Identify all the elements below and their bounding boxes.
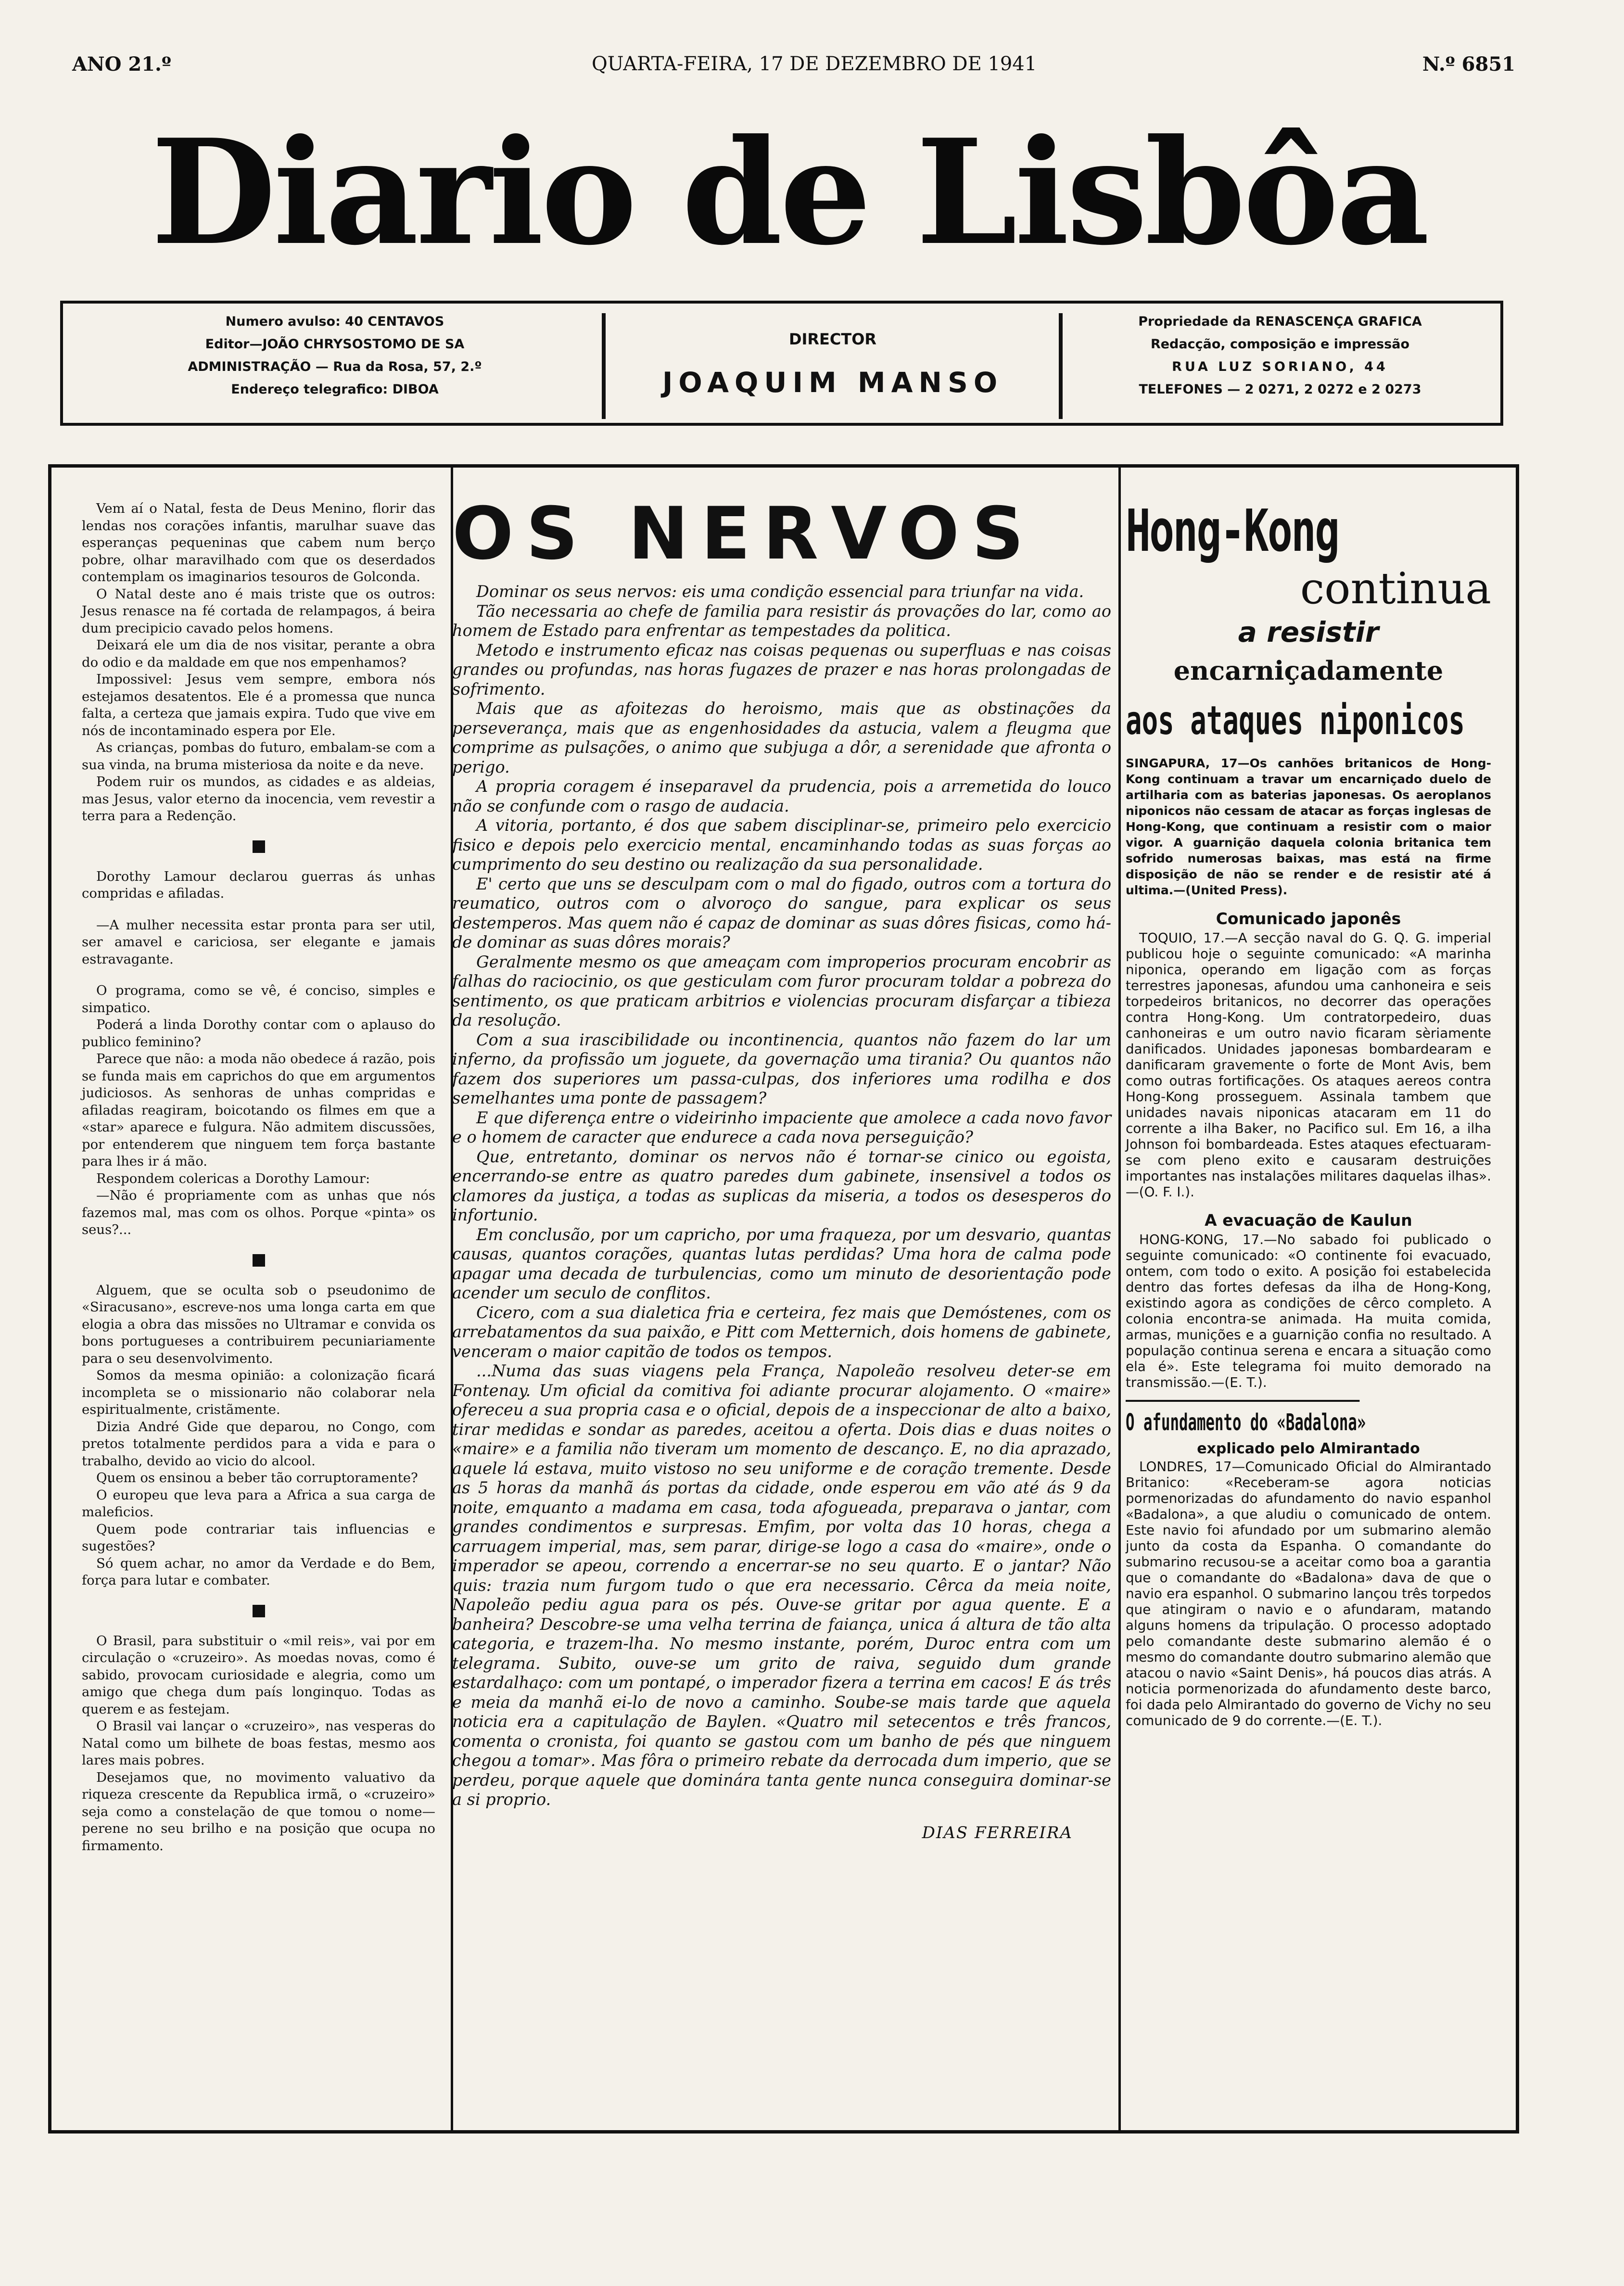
director-name: JOAQUIM MANSO [662, 366, 1003, 399]
section-separator [253, 1605, 265, 1617]
news-lead: SINGAPURA, 17—Os canhões britanicos de Hong-Kong continuam a travar um encarniçado duelo de artilharia com as baterias japonesas. Os aeroplanos niponicos não cessam de atacar as forças inglesas de Hong-Kong, que continuam a resistir com o maior vigor. A guarnição daquela colonia britanica tem sofrido numerosas baixas, mas está na firme disposição de não se render e de resistir até á ultima.—(United Press). [1126, 756, 1491, 897]
address-line: RUA LUZ SORIANO, 44 [1172, 359, 1388, 374]
editorial-line: Redacção, composição e impressão [1150, 337, 1410, 352]
news-title-line: aos ataques niponicos [1126, 698, 1465, 744]
paragraph: ...Numa das suas viagens pela França, Napoleão resolveu deter-se em Fontenay. Um oficial da comitiva foi adiante procurar alojamento. O «maire» ofereceu a sua propria casa e o oficial, depois de a inspeccionar de alto a baixo, tirar medidas e sondar as paredes, aceitou a oferta. Dois dias e duas noites o «maire» e a familia não tiveram um momento de descanço. E, no dia aprazado, aquele lá estava, muito vistoso no seu uniforme e de coração tremente. Desde as 5 horas da manhã ás portas da cidade, onde esperou em vão até ás 9 da noite, emquanto a madama em casa, toda afogueada, preparava o jantar, com grandes condimentos e surpresas. Emfim, por volta das 10 horas, chega a carruagem imperial, mas, sem parar, dirige-se logo a casa do «maire», onde o imperador se apeou, correndo a encerrar-se no seu quarto. E o jantar? Não quis: trazia num furgom tudo o que era necessario. Cêrca da meia noite, Napoleão pediu agua para os pés. Ouve-se gritar por agua quente. E a banheira? Descobre-se uma velha terrina de faiança, unica á altura de tão alta categoria, e trazem-lha. No mesmo instante, porém, Duroc entra com um telegrama. Subito, ouve-se um grito de raiva, seguido dum grande estardalhaço: com um pontapé, o imperador fizera a terrina em cacos! E ás três e meia da manhã ei-lo de novo a caminho. Soube-se mais tarde que aquela noticia era a capitulação de Baylen. «Quatro mil setecentos e três francos, comenta o cronista, foi quanto se gastou com um banho de pés que ninguem chegou a tomar». Mas fôra o primeiro rebate da derrocada dum imperio, que se perdeu, porque aquele que dominára tanta gente nunca conseguira dominar-se a si proprio. [452, 1361, 1111, 1809]
paragraph: As crianças, pombas do futuro, embalam-se com a sua vinda, na bruma misteriosa da noite e da neve. [82, 740, 435, 773]
paragraph: Podem ruir os mundos, as cidades e as aldeias, mas Jesus, valor eterno da inocencia, vem revestir a terra para a Redenção. [82, 774, 435, 824]
info-divider [1059, 313, 1063, 419]
news-title-line: a resistir [1238, 616, 1379, 648]
paragraph: Metodo e instrumento eficaz nas coisas pequenas ou superfluas e nas coisas grandes ou profundas, nas horas fugazes de prazer e nas horas prolongadas de sofrimento. [452, 640, 1111, 698]
news-subheading: A evacuação de Kaulun [1205, 1211, 1412, 1230]
paragraph: Quem os ensinou a beber tão corruptoramente? [96, 1470, 418, 1486]
paragraph: E' certo que uns se desculpam com o mal do figado, outros com a tortura do reumatico, outros com o alvoroço do sangue, para explicar os seus destemperos. Mas quem não é capaz de dominar as suas dôres fisicas, como há-de dominar as suas dôres morais? [452, 874, 1111, 952]
paragraph: Dizia André Gide que deparou, no Congo, com pretos totalmente perdidos para a vida e para o trabalho, devido ao vicio do alcool. [82, 1419, 435, 1469]
article-headline: OS NERVOS [452, 492, 1037, 576]
paragraph: Alguem, que se oculta sob o pseudonimo de «Siracusano», escreve-nos uma longa carta em que elogia a obra das missões no Ultramar e convida os bons portugueses a contribuirem pecuniariamente para o seu desenvolvimento. [82, 1282, 435, 1366]
paragraph: Quem pode contrariar tais influencias e sugestões? [82, 1521, 435, 1554]
paragraph: Vem aí o Natal, festa de Deus Menino, florir das lendas nos corações infantis, marulhar suave das esperanças pequeninas que cabem num berço pobre, olhar maravilhado com que os deserdados contemplam os imaginarios tesouros de Golconda. [82, 501, 435, 584]
news-paragraph: HONG-KONG, 17.—No sabado foi publicado o seguinte comunicado: «O continente foi evacuado, ontem, com todo o exito. A posição foi estabelecida dentro das fortes defesas da ilha de Hong-Kong, existindo agora as condições de cêrco completo. A colonia encontra-se animada. Ha muita comida, armas, munições e a guarnição confia no resultado. A população continua serena e encara a situação como ela é». Este telegrama foi muito demorado na transmissão.—(E. T.). [1126, 1232, 1491, 1390]
paragraph: Geralmente mesmo os que ameaçam com improperios procuram encobrir as falhas do raciocinio, os que gesticulam com furor procuram toldar a pobreza do sentimento, os que praticam arbitrios e violencias procuram disfarçar a tibieza da resolução. [452, 952, 1111, 1029]
paragraph: Tão necessaria ao chefe de familia para resistir ás provações do lar, como ao homem de Estado para enfrentar as tempestades da politica. [452, 601, 1111, 640]
top-row [72, 48, 1515, 87]
paragraph: Parece que não: a moda não obedece á razão, pois se funda mais em caprichos do que em argumentos judiciosos. As senhoras de unhas compridas e afiladas reagiram, boicotando os filmes em que a «star» aparece e fulgura. Não admitem discussões, por entenderem que ninguem tem força bastante para lhes ir á mão. [82, 1051, 435, 1169]
info-center [611, 310, 1054, 421]
column-rule [1118, 468, 1121, 2130]
article-body [452, 582, 1111, 1810]
news-title-line: continua [1300, 563, 1491, 614]
issue-year: ANO 21.º [72, 53, 171, 76]
paragraph: Respondem colericas a Dorothy Lamour: [96, 1170, 370, 1186]
paragraph: Só quem achar, no amor da Verdade e do Bem, força para lutar e combater. [82, 1555, 435, 1588]
paragraph: Que, entretanto, dominar os nervos não é tornar-se cinico ou egoista, encerrando-se entre as quatro paredes dum gabinete, insensivel a todos os clamores da justiça, a todas as suplicas da miseria, a todos os desesperos do infortunio. [452, 1147, 1111, 1224]
administration-line: ADMINISTRAÇÃO — Rua da Rosa, 57, 2.º [188, 359, 482, 374]
director-label: DIRECTOR [788, 330, 877, 348]
right-column [1126, 495, 1491, 2131]
paragraph: —A mulher necessita estar pronta para ser util, ser amavel e cariciosa, ser elegante e jamais estravagante. [82, 917, 435, 967]
section-separator [253, 840, 265, 853]
paragraph: O europeu que leva para a Africa a sua carga de maleficios. [82, 1487, 435, 1520]
info-left [73, 310, 597, 421]
telegraph-line: Endereço telegrafico: DIBOA [231, 382, 439, 397]
main-article [452, 491, 1111, 2126]
info-divider [602, 313, 606, 419]
editor-line: Editor—JOÃO CHRYSOSTOMO DE SA [205, 337, 465, 352]
masthead-logo: Diario de Lisbôa [151, 107, 1427, 277]
news-title: Hong-Kong [1126, 498, 1339, 565]
info-box [60, 301, 1503, 426]
paragraph: Mais que as afoitezas do heroismo, mais que as obstinações da perseverança, mais que as engenhosidades da astucia, valem a fleugma que comprime as pulsações, o animo que subjuga a dôr, a serenidade que afronta o perigo. [452, 699, 1111, 776]
news-subheading: explicado pelo Almirantado [1197, 1440, 1420, 1457]
left-column [82, 500, 435, 2117]
paragraph: Desejamos que, no movimento valuativo da riqueza crescente da Republica irmã, o «cruzeiro» seja como a constelação de que tomou o nome—perene no seu brilho e na posição que ocupa no firmamento. [82, 1769, 435, 1854]
paragraph: Impossivel: Jesus vem sempre, embora nós estejamos desatentos. Ele é a promessa que nunca falta, a certeza que jamais expira. Tudo que vive em nós de incontaminado espera por Ele. [82, 672, 435, 738]
paragraph: O programa, como se vê, é conciso, simples e simpatico. [82, 983, 435, 1016]
paragraph: Dominar os seus nervos: eis uma condição essencial para triunfar na vida. [476, 582, 1084, 601]
phones-line: TELEFONES — 2 0271, 2 0272 e 2 0273 [1139, 382, 1421, 397]
paragraph: O Natal deste ano é mais triste que os outros: Jesus renasce na fé cortada de relampagos, á beira dum precipicio cavado pelos homens. [82, 586, 435, 636]
issue-number: N.º 6851 [1422, 53, 1515, 76]
paragraph: A vitoria, portanto, é dos que sabem disciplinar-se, primeiro pelo exercicio fisico e depois pelo exercicio mental, encaminhando todas as suas forças ao cumprimento do seu destino ou realização da sua personalidade. [452, 816, 1111, 874]
info-right [1068, 310, 1492, 421]
paragraph: Dorothy Lamour declarou guerras ás unhas compridas e afiladas. [82, 868, 435, 901]
paragraph: —Não é propriamente com as unhas que nós fazemos mal, mas com os olhos. Porque «pinta» os seus?... [82, 1188, 435, 1237]
paragraph: Somos da mesma opinião: a colonização ficará incompleta se o missionario não colaborar nela espiritualmente, cristãmente. [82, 1368, 435, 1417]
news-title-line: encarniçadamente [1173, 655, 1444, 686]
paragraph: O Brasil vai lançar o «cruzeiro», nas vesperas do Natal como um bilhete de boas festas, mesmo aos lares mais pobres. [82, 1718, 435, 1768]
paragraph: Em conclusão, por um capricho, por uma fraqueza, por um desvario, quantas causas, quantos corações, quantas lutas perdidas? Uma hora de calma pode apagar uma decada de turbulencias, como um minuto de desorientação pode acender um seculo de conflitos. [452, 1225, 1111, 1302]
news-subheading: Comunicado japonês [1216, 909, 1401, 928]
article-author: DIAS FERREIRA [922, 1823, 1073, 1842]
paragraph: Com a sua irascibilidade ou incontinencia, quantos não fazem do lar um inferno, da profissão um joguete, da governação uma tirania? Ou quantos não fazem dos superiores um passa-culpas, dos inferiores uma rodilha e dos semelhantes uma ponte de passagem? [452, 1030, 1111, 1107]
paragraph: E que diferença entre o videirinho impaciente que amolece a cada novo favor e o homem de caracter que endurece a cada nova perseguição? [452, 1108, 1111, 1146]
news-title: O afundamento do «Badalona» [1126, 1400, 1359, 1439]
paragraph: Cicero, com a sua dialetica fria e certeira, fez mais que Demóstenes, com os arrebatamentos da sua paixão, e Pitt com Metternich, dois homens de gabinete, venceram o maior capitão de todos os tempos. [452, 1303, 1111, 1361]
paragraph: A propria coragem é inseparavel da prudencia, pois a arremetida do louco não se confunde com o rasgo de audacia. [452, 777, 1111, 815]
price-line: Numero avulso: 40 CENTAVOS [225, 314, 444, 329]
paragraph: O Brasil, para substituir o «mil reis», vai por em circulação o «cruzeiro». As moedas novas, como é sabido, provocam curiosidade e alegria, como um amigo que chega dum país longinquo. Todas as querem e as festejam. [82, 1633, 435, 1717]
news-paragraph: LONDRES, 17—Comunicado Oficial do Almirantado Britanico: «Receberam-se agora noticias pormenorizadas do afundamento do navio espanhol «Badalona», a que aludiu o comunicado de ontem. Este navio foi afundado por um submarino alemão junto da costa da Espanha. O comandante do submarino recusou-se a aceitar como boa a garantia que o comandante do «Badalona» dava de que o navio era espanhol. O submarino lançou três torpedos que atingiram o navio e o afundaram, matando alguns homens da tripulação. O processo adoptado pelo comandante deste submarino alemão é o mesmo do comandante doutro submarino alemão que atacou o navio «Saint Denis», há poucos dias atrás. A noticia pormenorizada do afundamento deste barco, foi dada pelo Almirantado do governo de Vichy no seu comunicado de 9 do corrente.—(E. T.). [1126, 1459, 1491, 1728]
paragraph: Deixará ele um dia de nos visitar, perante a obra do odio e da maldade em que nos empenhamos? [82, 637, 435, 670]
section-separator [253, 1254, 265, 1267]
issue-date: QUARTA-FEIRA, 17 DE DEZEMBRO DE 1941 [592, 53, 1037, 75]
news-paragraph: TOQUIO, 17.—A secção naval do G. Q. G. imperial publicou hoje o seguinte comunicado: «A marinha niponica, operando em ligação com as forças terrestres japonesas, afundou uma canhoneira e seis torpedeiros britanicos, no decorrer das operações contra Hong-Kong. Um contratorpedeiro, duas canhoneiras e um outro navio ficaram sèriamente danificados. Unidades japonesas bombardearam e danificaram gravemente o forte de Mont Avis, bem como outras fortificações. Os ataques aereos contra Hong-Kong prosseguem. Assinala tambem que unidades navais niponicas atacaram em 11 do corrente a ilha Baker, no Pacifico sul. Em 16, a ilha Johnson foi bombardeada. Estes ataques efectuaram-se com pleno exito e causaram destruições importantes nas instalações militares daquelas ilhas».—(O. F. I.). [1126, 930, 1491, 1200]
ownership-line: Propriedade da RENASCENÇA GRAFICA [1138, 314, 1422, 329]
paragraph: Poderá a linda Dorothy contar com o aplauso do publico feminino? [82, 1017, 435, 1050]
